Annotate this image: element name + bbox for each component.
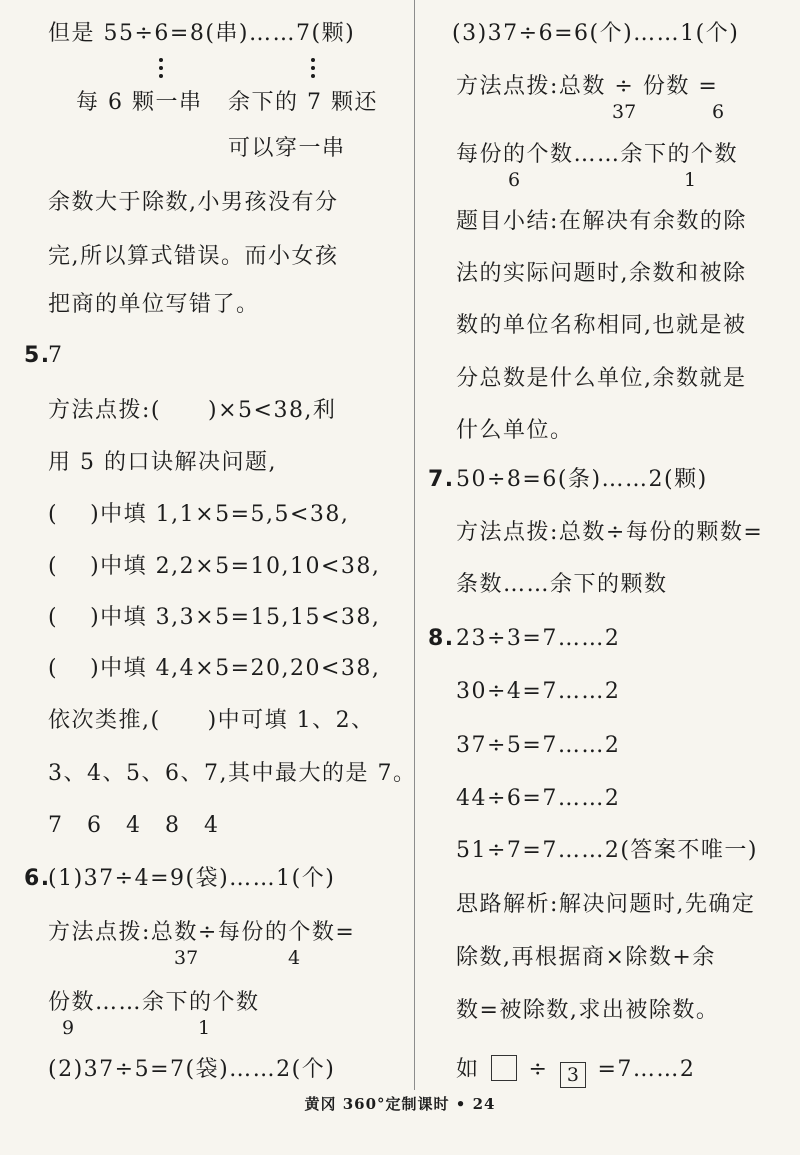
text-line: 分总数是什么单位,余数就是 — [456, 366, 747, 391]
text-line: 思路解析:解决问题时,先确定 — [456, 892, 756, 917]
divisor-box: 3 — [560, 1062, 586, 1088]
text-line: 方法点拨:( )×5<38,利 — [48, 398, 337, 423]
text-line: 除数,再根据商×除数+余 — [456, 945, 716, 970]
annotation-number: 1 — [684, 169, 697, 191]
text-line: ( )中填 3,3×5=15,15<38, — [48, 605, 381, 630]
text-line: 份数……余下的个数 — [48, 990, 260, 1015]
text-line: 数=被除数,求出被除数。 — [456, 998, 720, 1023]
annotation-number: 37 — [174, 947, 199, 969]
text-line: 3、4、5、6、7,其中最大的是 7。 — [48, 761, 417, 786]
text-line: (2)37÷5=7(袋)……2(个) — [48, 1057, 336, 1082]
text-line: ( )中填 1,1×5=5,5<38, — [48, 502, 350, 527]
text-line: 条数……余下的颗数 — [456, 572, 668, 597]
text-line: (1)37÷4=9(袋)……1(个) — [48, 866, 336, 891]
text-line: ( )中填 2,2×5=10,10<38, — [48, 554, 381, 579]
text-line: 每份的个数……余下的个数 — [456, 142, 739, 167]
text-line: 法的实际问题时,余数和被除 — [456, 261, 747, 286]
text-line: 用 5 的口诀解决问题, — [48, 450, 277, 475]
text-line: 余下的 7 颗还 — [228, 90, 378, 115]
question-number-5: 5. — [24, 343, 51, 368]
text-line: 7 6 4 8 4 — [48, 813, 220, 838]
text-line: 37÷5=7……2 — [456, 733, 621, 758]
text-line: ( )中填 4,4×5=20,20<38, — [48, 656, 381, 681]
text-line: 可以穿一串 — [228, 136, 346, 161]
text-line: (3)37÷6=6(个)……1(个) — [452, 21, 740, 46]
text-line: 方法点拨:总数 ÷ 份数 = — [456, 74, 719, 99]
text-line: 51÷7=7……2(答案不唯一) — [456, 838, 759, 863]
footer-brand: 黄冈 360°定制课时 — [304, 1095, 450, 1113]
annotation-number: 9 — [62, 1017, 75, 1039]
question-number-6: 6. — [24, 866, 51, 891]
annotation-number: 4 — [288, 947, 301, 969]
question-number-7: 7. — [428, 467, 455, 492]
text-line: 方法点拨:总数÷每份的颗数= — [456, 520, 764, 545]
column-divider — [414, 0, 415, 1090]
example-prefix: 如 — [456, 1057, 480, 1082]
text-line: 但是 55÷6=8(串)……7(颗) — [48, 21, 356, 46]
question-number-8: 8. — [428, 626, 455, 651]
vertical-ellipsis-icon — [310, 58, 316, 82]
annotation-number: 6 — [712, 101, 725, 123]
text-line: 余数大于除数,小男孩没有分 — [48, 190, 339, 215]
annotation-number: 1 — [198, 1017, 211, 1039]
text-line: 什么单位。 — [456, 418, 574, 443]
q5-answer: 7 — [48, 343, 64, 368]
text-line: 方法点拨:总数÷每份的个数= — [48, 920, 356, 945]
vertical-ellipsis-icon — [158, 58, 164, 82]
footer-dot: • — [455, 1095, 467, 1113]
text-line: 44÷6=7……2 — [456, 786, 621, 811]
text-line: 完,所以算式错误。而小女孩 — [48, 244, 339, 269]
blank-box — [491, 1055, 517, 1081]
text-line: 题目小结:在解决有余数的除 — [456, 209, 747, 234]
text-line: 依次类推,( )中可填 1、2、 — [48, 708, 375, 733]
page-number: 24 — [472, 1095, 496, 1113]
annotation-number: 37 — [612, 101, 637, 123]
text-line: 23÷3=7……2 — [456, 626, 621, 651]
text-line: 50÷8=6(条)……2(颗) — [456, 467, 708, 492]
division-sign: ÷ — [528, 1057, 549, 1082]
example-suffix: =7……2 — [597, 1057, 696, 1082]
text-line: 每 6 颗一串 — [76, 90, 203, 115]
example-equation — [456, 1055, 695, 1088]
text-line: 30÷4=7……2 — [456, 679, 621, 704]
text-line: 数的单位名称相同,也就是被 — [456, 313, 747, 338]
annotation-number: 6 — [508, 169, 521, 191]
page-footer — [0, 1094, 800, 1114]
text-line: 把商的单位写错了。 — [48, 292, 260, 317]
